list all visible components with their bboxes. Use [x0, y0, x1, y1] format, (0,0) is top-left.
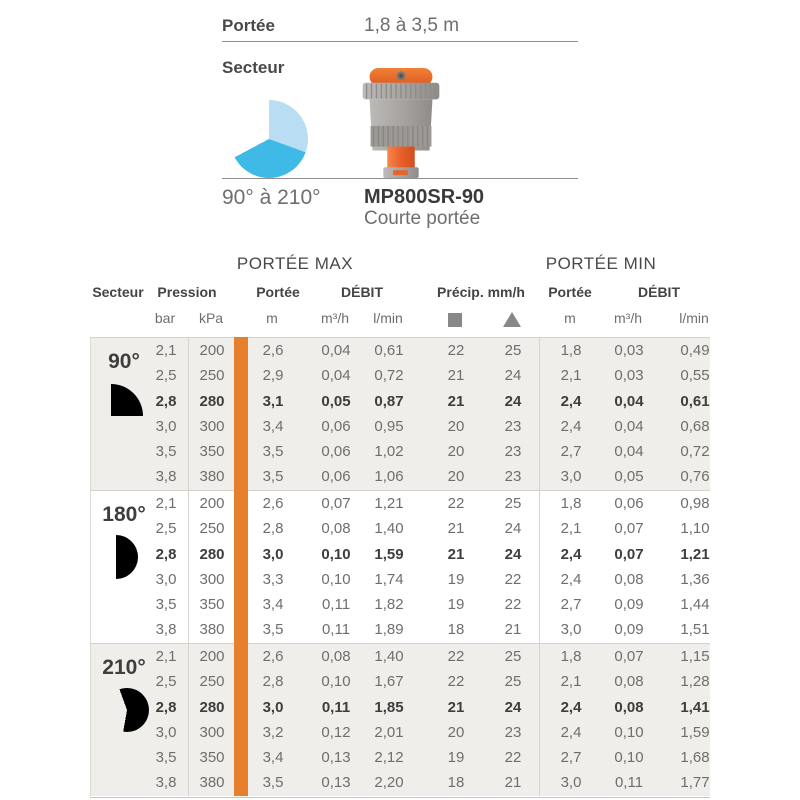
table-row	[91, 389, 711, 414]
table-row	[91, 516, 711, 541]
table-cell: 1,28	[680, 673, 710, 691]
range-value: 1,8 à 3,5 m	[364, 15, 460, 36]
table-cell: 0,13	[321, 774, 351, 792]
table-row	[91, 439, 711, 464]
table-cell: 25	[504, 673, 522, 691]
table-cell: 2,5	[155, 367, 177, 385]
table-cell: 200	[199, 648, 225, 665]
table-cell: 25	[504, 342, 522, 359]
unit-m3h-min: m³/h	[614, 310, 642, 326]
table-cell: 3,5	[262, 774, 284, 792]
range-label: Portée	[222, 16, 275, 35]
table-cell: 380	[199, 621, 225, 639]
table-cell: 0,03	[614, 367, 644, 385]
table-cell: 3,5	[155, 749, 177, 767]
table-cell: 3,4	[262, 417, 284, 435]
table-cell: 3,0	[155, 570, 177, 588]
table-cell: 3,5	[262, 621, 284, 639]
table-cell: 1,85	[374, 698, 404, 716]
table-cell: 350	[199, 749, 225, 767]
table-cell: 0,95	[374, 417, 404, 435]
table-cell: 2,1	[560, 367, 582, 385]
table-cell: 2,5	[155, 673, 177, 691]
precip-square-icon	[448, 313, 462, 327]
table-cell: 2,6	[262, 495, 284, 512]
section-180-label: 180°	[102, 503, 146, 526]
table-cell: 3,2	[262, 723, 284, 741]
table-cell: 3,0	[155, 417, 177, 435]
table-cell: 2,8	[262, 520, 284, 538]
table-cell: 1,77	[680, 774, 710, 792]
table-cell: 0,72	[374, 367, 404, 385]
table-cell: 3,5	[155, 443, 177, 461]
table-cell: 1,06	[374, 468, 404, 486]
table-cell: 0,10	[321, 545, 351, 563]
table-cell: 2,1	[560, 520, 582, 538]
table-cell: 20	[447, 468, 465, 486]
table-cell: 20	[447, 723, 465, 741]
precip-triangle-icon	[503, 312, 521, 327]
table-cell: 0,04	[614, 392, 644, 410]
table-cell: 200	[199, 495, 225, 512]
table-cell: 2,1	[155, 495, 177, 512]
table-cell: 0,07	[614, 545, 644, 563]
table-cell: 2,4	[560, 392, 582, 410]
table-cell: 2,8	[155, 698, 177, 716]
product-subtitle: Courte portée	[364, 208, 481, 229]
table-row	[91, 695, 711, 720]
table-cell: 2,6	[262, 342, 284, 359]
table-cell: 23	[504, 468, 522, 486]
table-cell: 0,07	[614, 520, 644, 538]
table-cell: 1,59	[680, 723, 710, 741]
table-cell: 350	[199, 596, 225, 614]
column-divider-pressure	[188, 337, 189, 796]
table-row	[91, 770, 711, 795]
table-cell: 350	[199, 443, 225, 461]
section-90-rows	[91, 338, 711, 490]
unit-kpa: kPa	[198, 310, 224, 326]
table-cell: 20	[447, 417, 465, 435]
table-cell: 0,10	[321, 673, 351, 691]
table-cell: 20	[447, 443, 465, 461]
table-cell: 21	[504, 621, 522, 639]
table-cell: 0,04	[321, 367, 351, 385]
table-cell: 0,10	[614, 749, 644, 767]
table-cell: 3,4	[262, 596, 284, 614]
unit-lmin-min: l/min	[679, 310, 709, 326]
table-cell: 0,61	[374, 342, 404, 359]
table-cell: 0,06	[321, 443, 351, 461]
table-cell: 2,7	[560, 443, 582, 461]
table-cell: 21	[447, 545, 465, 563]
table-row	[91, 338, 711, 363]
table-cell: 19	[447, 596, 465, 614]
table-cell: 24	[504, 392, 522, 410]
table-cell: 24	[504, 520, 522, 538]
table-cell: 2,1	[155, 342, 177, 359]
table-cell: 21	[504, 774, 522, 792]
table-cell: 22	[504, 570, 522, 588]
table-cell: 1,89	[374, 621, 404, 639]
table-cell: 0,03	[614, 342, 644, 359]
table-cell: 2,4	[560, 698, 582, 716]
table-cell: 0,08	[614, 673, 644, 691]
table-cell: 24	[504, 367, 522, 385]
table-cell: 0,08	[614, 698, 644, 716]
table-cell: 1,59	[374, 545, 404, 563]
table-body	[90, 337, 710, 798]
table-cell: 24	[504, 698, 522, 716]
table-cell: 0,10	[321, 570, 351, 588]
section-90-label: 90°	[108, 350, 140, 373]
table-cell: 0,11	[321, 621, 351, 639]
table-cell: 1,8	[560, 495, 582, 512]
table-row	[91, 617, 711, 642]
orange-accent-stripe	[234, 337, 248, 796]
table-cell: 0,08	[321, 520, 351, 538]
table-cell: 3,8	[155, 621, 177, 639]
table-row	[91, 363, 711, 388]
table-cell: 18	[447, 774, 465, 792]
table-cell: 3,0	[560, 468, 582, 486]
table-cell: 1,21	[374, 495, 404, 512]
table-cell: 25	[504, 495, 522, 512]
table-cell: 0,76	[680, 468, 710, 486]
table-cell: 0,12	[321, 723, 351, 741]
table-cell: 1,40	[374, 648, 404, 665]
table-cell: 200	[199, 342, 225, 359]
unit-m-max: m	[266, 310, 278, 326]
table-cell: 1,21	[680, 545, 710, 563]
table-cell: 0,04	[614, 417, 644, 435]
table-cell: 250	[199, 673, 225, 691]
table-cell: 3,5	[262, 468, 284, 486]
table-cell: 2,4	[560, 723, 582, 741]
table-cell: 3,0	[560, 774, 582, 792]
table-cell: 22	[447, 495, 465, 512]
table-cell: 3,4	[262, 749, 284, 767]
table-cell: 0,72	[680, 443, 710, 461]
table-cell: 0,49	[680, 342, 710, 359]
col-header-precip: Précip. mm/h	[437, 284, 525, 300]
table-cell: 1,51	[680, 621, 710, 639]
table-cell: 23	[504, 723, 522, 741]
product-model: MP800SR-90	[364, 186, 485, 208]
table-cell: 22	[504, 749, 522, 767]
sector-pie-90-210-icon	[230, 100, 308, 178]
table-cell: 2,6	[262, 648, 284, 665]
table-cell: 0,04	[614, 443, 644, 461]
table-cell: 2,4	[560, 545, 582, 563]
section-180	[90, 490, 710, 643]
table-cell: 0,87	[374, 392, 404, 410]
table-cell: 3,3	[262, 570, 284, 588]
table-cell: 23	[504, 443, 522, 461]
section-210-label: 210°	[102, 656, 146, 679]
table-cell: 21	[447, 520, 465, 538]
table-cell: 280	[199, 545, 225, 563]
table-cell: 0,05	[614, 468, 644, 486]
table-cell: 250	[199, 367, 225, 385]
performance-table	[90, 252, 710, 798]
table-cell: 25	[504, 648, 522, 665]
table-row	[91, 644, 711, 669]
table-cell: 3,5	[155, 596, 177, 614]
table-cell: 2,8	[155, 392, 177, 410]
table-cell: 0,07	[321, 495, 351, 512]
table-cell: 22	[447, 648, 465, 665]
header-divider-bottom	[222, 178, 578, 179]
table-cell: 0,04	[321, 342, 351, 359]
table-cell: 1,02	[374, 443, 404, 461]
table-cell: 0,09	[614, 596, 644, 614]
table-cell: 0,06	[614, 495, 644, 512]
table-cell: 380	[199, 468, 225, 486]
portee-max-title: PORTÉE MAX	[236, 254, 354, 273]
col-header-sector: Secteur	[92, 284, 144, 300]
table-cell: 22	[447, 342, 465, 359]
table-cell: 21	[447, 392, 465, 410]
table-cell: 1,40	[374, 520, 404, 538]
table-row	[91, 592, 711, 617]
table-cell: 1,74	[374, 570, 404, 588]
table-cell: 2,8	[262, 673, 284, 691]
table-row	[91, 414, 711, 439]
table-cell: 0,55	[680, 367, 710, 385]
table-cell: 2,1	[155, 648, 177, 665]
table-cell: 300	[199, 723, 225, 741]
table-cell: 0,06	[321, 468, 351, 486]
table-cell: 2,20	[374, 774, 404, 792]
table-cell: 300	[199, 570, 225, 588]
table-cell: 2,12	[374, 749, 404, 767]
table-cell: 0,05	[321, 392, 351, 410]
column-divider-min	[539, 337, 540, 796]
table-row	[91, 464, 711, 489]
unit-bar: bar	[154, 310, 176, 326]
table-cell: 0,61	[680, 392, 710, 410]
portee-min-title: PORTÉE MIN	[545, 254, 657, 273]
table-cell: 2,8	[155, 545, 177, 563]
table-cell: 1,36	[680, 570, 710, 588]
header-divider-top	[222, 41, 578, 42]
table-cell: 1,44	[680, 596, 710, 614]
table-row	[91, 669, 711, 694]
table-cell: 3,0	[262, 698, 284, 716]
table-cell: 2,4	[560, 570, 582, 588]
sector-label: Secteur	[222, 58, 285, 77]
table-cell: 2,1	[560, 673, 582, 691]
col-header-flow-min: DÉBIT	[638, 284, 680, 300]
table-cell: 1,68	[680, 749, 710, 767]
table-cell: 1,15	[680, 648, 710, 665]
section-180-rows	[91, 491, 711, 643]
table-cell: 22	[447, 673, 465, 691]
table-cell: 300	[199, 417, 225, 435]
table-cell: 1,41	[680, 698, 710, 716]
table-cell: 22	[504, 596, 522, 614]
table-cell: 3,8	[155, 468, 177, 486]
table-cell: 1,8	[560, 648, 582, 665]
section-90	[90, 337, 710, 490]
table-cell: 0,11	[321, 596, 351, 614]
table-cell: 3,0	[155, 723, 177, 741]
unit-lmin-max: l/min	[373, 310, 403, 326]
sprinkler-product-image	[356, 66, 446, 179]
table-cell: 2,01	[374, 723, 404, 741]
col-header-range-min: Portée	[548, 284, 592, 300]
table-cell: 2,7	[560, 596, 582, 614]
table-cell: 380	[199, 774, 225, 792]
col-header-range-max: Portée	[256, 284, 300, 300]
table-row	[91, 720, 711, 745]
table-row	[91, 745, 711, 770]
table-cell: 1,67	[374, 673, 404, 691]
section-210-rows	[91, 644, 711, 796]
table-cell: 3,1	[262, 392, 284, 410]
table-cell: 2,5	[155, 520, 177, 538]
table-cell: 0,09	[614, 621, 644, 639]
unit-m3h-max: m³/h	[321, 310, 349, 326]
table-cell: 250	[199, 520, 225, 538]
table-cell: 18	[447, 621, 465, 639]
sector-range-value: 90° à 210°	[222, 186, 321, 209]
table-cell: 2,9	[262, 367, 284, 385]
table-cell: 19	[447, 570, 465, 588]
table-cell: 24	[504, 545, 522, 563]
table-cell: 23	[504, 417, 522, 435]
table-cell: 280	[199, 698, 225, 716]
table-cell: 3,0	[560, 621, 582, 639]
table-cell: 0,11	[614, 774, 644, 792]
table-cell: 3,8	[155, 774, 177, 792]
section-210	[90, 643, 710, 796]
table-cell: 0,07	[614, 648, 644, 665]
table-cell: 0,06	[321, 417, 351, 435]
col-header-flow-max: DÉBIT	[341, 284, 383, 300]
table-row	[91, 567, 711, 592]
table-cell: 2,4	[560, 417, 582, 435]
table-row	[91, 491, 711, 516]
table-cell: 1,82	[374, 596, 404, 614]
table-cell: 21	[447, 698, 465, 716]
table-cell: 0,98	[680, 495, 710, 512]
table-cell: 1,10	[680, 520, 710, 538]
table-cell: 3,5	[262, 443, 284, 461]
table-cell: 0,10	[614, 723, 644, 741]
table-cell: 21	[447, 367, 465, 385]
table-cell: 0,11	[321, 698, 351, 716]
table-cell: 0,13	[321, 749, 351, 767]
table-cell: 1,8	[560, 342, 582, 359]
col-header-pressure: Pression	[157, 284, 217, 300]
table-cell: 2,7	[560, 749, 582, 767]
table-cell: 19	[447, 749, 465, 767]
table-row	[91, 542, 711, 567]
table-cell: 3,0	[262, 545, 284, 563]
unit-m-min: m	[564, 310, 576, 326]
table-cell: 0,08	[614, 570, 644, 588]
table-cell: 0,68	[680, 417, 710, 435]
table-cell: 280	[199, 392, 225, 410]
table-cell: 0,08	[321, 648, 351, 665]
